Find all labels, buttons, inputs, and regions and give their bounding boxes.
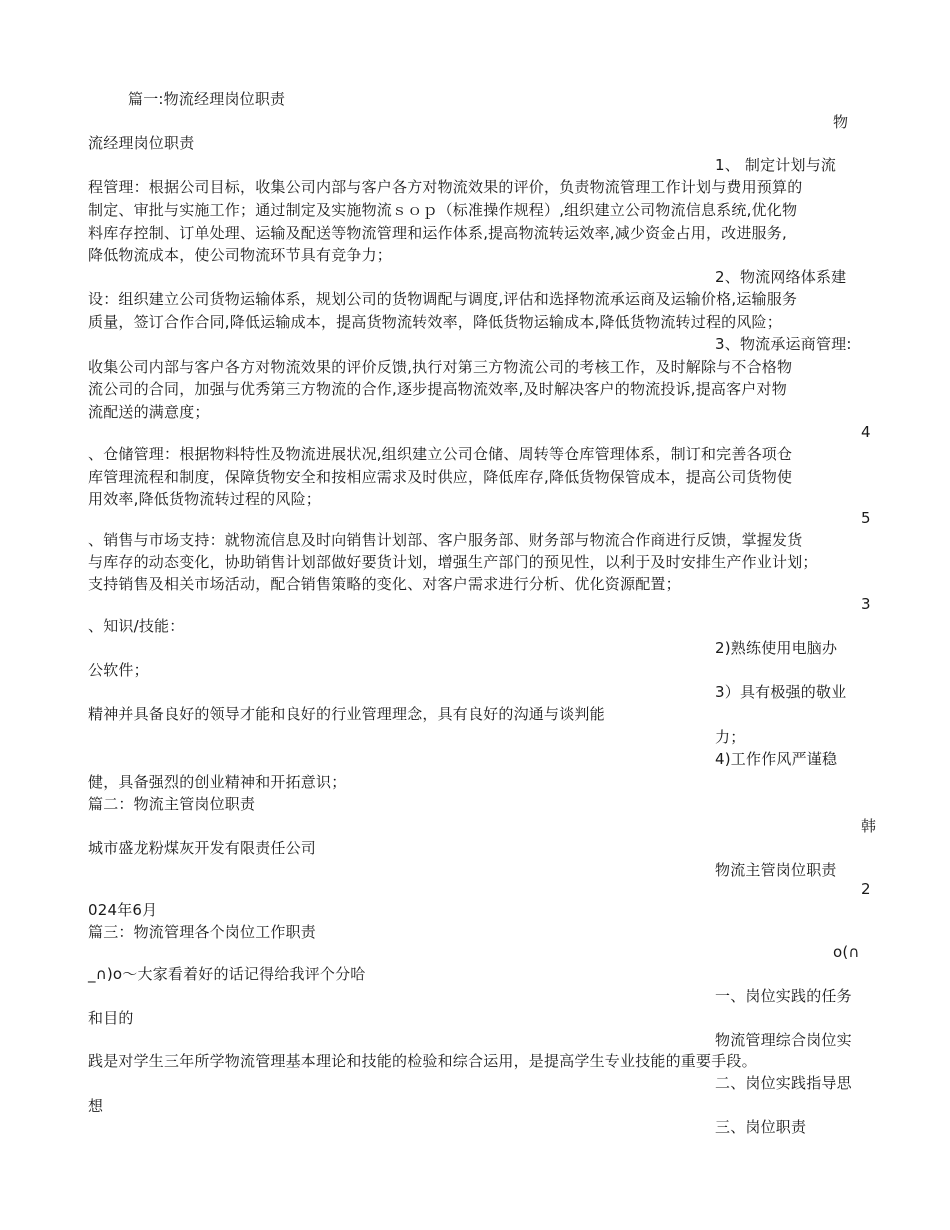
section-heading: 三、岗位职责 [715, 1118, 807, 1136]
text-line: 精神并具备良好的领导才能和良好的行业管理理念，具有良好的沟通与谈判能 [88, 705, 605, 723]
text-line: 设：组织建立公司货物运输体系，规划公司的货物调配与调度,评估和选择物流承运商及运输价格,运输服务 [88, 290, 798, 308]
text-line: 、仓储管理：根据物料特性及物流进展状况,组织建立公司仓储、周转等仓库管理体系，制订和完善各项仓 [88, 445, 793, 463]
text-line: 收集公司内部与客户各方对物流效果的评价反馈,执行对第三方物流公司的考核工作，及时解除与不合格物 [88, 358, 793, 376]
text-line: 物 [833, 113, 849, 131]
text-line: 力； [715, 728, 746, 746]
text-line: 库管理流程和制度，保障货物安全和按相应需求及时供应，降低库存,降低货物保管成本，提高公司货物使 [88, 468, 793, 486]
text-line: 、销售与市场支持：就物流信息及时向销售计划部、客户服务部、财务部与物流合作商进行反馈，掌握发货 [88, 531, 803, 549]
item-heading: 4)工作作风严谨稳 [715, 750, 838, 768]
text-line: 韩 [861, 817, 877, 835]
item-heading: 1、 制定计划与流 [715, 156, 837, 174]
text-line: 料库存控制、订单处理、运输及配送等物流管理和运作体系,提高物流转运效率,减少资金占用，改进服务, [88, 224, 787, 242]
text-line: 和目的 [88, 1009, 134, 1027]
text-line: 质量，签订合作合同,降低运输成本，提高货物流转效率，降低货物运输成本,降低货物流转过程的风险； [88, 313, 782, 331]
item-number: 3 [861, 595, 871, 613]
text-line: 流公司的合同，加强与优秀第三方物流的合作,逐步提高物流效率,及时解决客户的物流投诉,提高客户对物 [88, 380, 787, 398]
text-line: 想 [88, 1097, 104, 1115]
section-heading: 一、岗位实践的任务 [715, 987, 852, 1005]
text-line: 、知识/技能： [88, 617, 185, 635]
text-line: 用效率,降低货物流转过程的风险； [88, 490, 321, 508]
text-line: _∩)o～大家看着好的话记得给我评个分哈 [88, 965, 366, 983]
item-heading: 3、物流承运商管理: [715, 335, 852, 353]
text-line: 健，具备强烈的创业精神和开拓意识； [88, 773, 347, 791]
item-heading: 2)熟练使用电脑办 [715, 639, 838, 657]
item-heading: 3）具有极强的敬业 [715, 683, 847, 701]
item-heading: 2、物流网络体系建 [715, 268, 847, 286]
company-name: 城市盛龙粉煤灰开发有限责任公司 [88, 839, 317, 857]
text-line: 制定、审批与实施工作；通过制定及实施物流ｓｏｐ（标准操作规程）,组织建立公司物流信息系统,优化物 [88, 201, 798, 219]
text-line: 流配送的满意度； [88, 403, 210, 421]
text-line: 程管理：根据公司目标，收集公司内部与客户各方对物流效果的评价，负责物流管理工作计划与费用预算的 [88, 178, 803, 196]
heading-part-1: 篇一:物流经理岗位职责 [128, 90, 286, 108]
text-line: 公软件； [88, 661, 149, 679]
text-line: 与库存的动态变化，协助销售计划部做好要货计划，增强生产部门的预见性，以利于及时安排生产作业计划； [88, 553, 818, 571]
section-heading: 二、岗位实践指导思 [715, 1074, 852, 1092]
heading-part-2: 篇二：物流主管岗位职责 [88, 795, 256, 813]
date-line: 024年6月 [88, 901, 158, 919]
item-number: 5 [861, 509, 871, 527]
text-line: 物流管理综合岗位实 [715, 1031, 852, 1049]
text-line: 践是对学生三年所学物流管理基本理论和技能的检验和综合运用，是提高学生专业技能的重要手段。 [88, 1052, 757, 1070]
item-number: 4 [861, 423, 871, 441]
text-line: 物流主管岗位职责 [715, 861, 837, 879]
text-line: o(∩ [833, 943, 860, 961]
heading-part-3: 篇三：物流管理各个岗位工作职责 [88, 923, 317, 941]
text-line: 流经理岗位职责 [88, 134, 195, 152]
text-line: 支持销售及相关市场活动，配合销售策略的变化、对客户需求进行分析、优化资源配置； [88, 575, 681, 593]
text-line: 降低物流成本，使公司物流环节具有竞争力； [88, 246, 393, 264]
text-line: 2 [861, 880, 871, 898]
